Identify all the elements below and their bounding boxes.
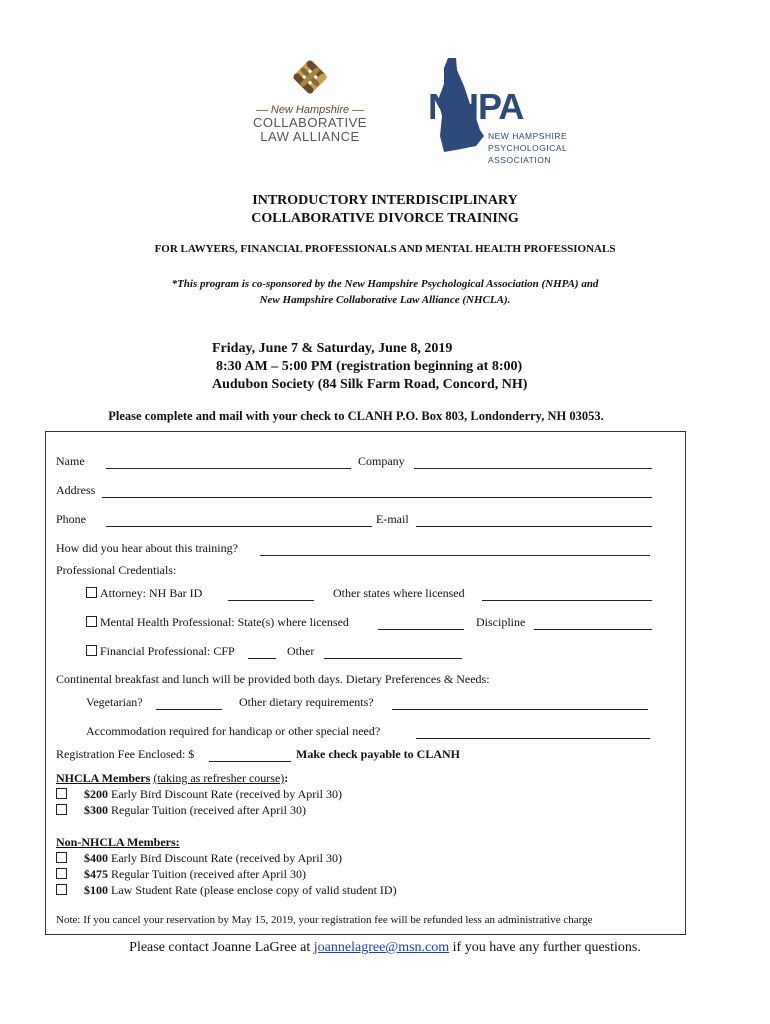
address-field[interactable]	[102, 497, 652, 498]
event-dates: Friday, June 7 & Saturday, June 8, 2019	[212, 341, 453, 356]
nhcla-rate-row: $200 Early Bird Discount Rate (received by April 30)	[56, 787, 342, 802]
payable-note: Make check payable to CLANH	[296, 747, 460, 761]
email-label: E-mail	[376, 512, 409, 526]
nhpa-wordmark: NHPA	[428, 86, 524, 127]
event-location: Audubon Society (84 Silk Farm Road, Concord, NH)	[212, 377, 528, 392]
bar-id-field[interactable]	[228, 600, 314, 601]
credentials-label: Professional Credentials:	[56, 563, 177, 577]
mh-states-field[interactable]	[378, 629, 464, 630]
attorney-checkbox[interactable]	[86, 587, 97, 598]
event-time: 8:30 AM – 5:00 PM (registration beginning at 8:00)	[216, 359, 523, 374]
audience-line: FOR LAWYERS, FINANCIAL PROFESSIONALS AND MENTAL HEALTH PROFESSIONALS	[154, 243, 616, 255]
non-nhcla-rate-row: $475 Regular Tuition (received after April 30)	[56, 867, 306, 882]
fee-label: Registration Fee Enclosed: $	[56, 747, 195, 761]
non-nhcla-rate-row: $400 Early Bird Discount Rate (received by April 30)	[56, 851, 342, 866]
other-states-label: Other states where licensed	[333, 586, 465, 600]
nhpa-logo	[420, 56, 590, 166]
nhcla-regular-checkbox[interactable]	[56, 804, 67, 815]
meals-label: Continental breakfast and lunch will be provided both days. Dietary Preferences & Needs:	[56, 672, 490, 686]
mailing-instructions: Please complete and mail with your check to CLANH P.O. Box 803, Londonderry, NH 03053.	[108, 409, 604, 423]
vegetarian-field[interactable]	[156, 709, 222, 710]
hear-label: How did you hear about this training?	[56, 541, 238, 555]
phone-label: Phone	[56, 512, 86, 526]
non-regular-checkbox[interactable]	[56, 868, 67, 879]
contact-email-link[interactable]: joannelagree@msn.com	[313, 940, 450, 955]
nhcla-early-checkbox[interactable]	[56, 788, 67, 799]
financial-option: Financial Professional: CFP	[86, 644, 235, 659]
registration-form	[45, 431, 686, 935]
nhcla-rate-row: $300 Regular Tuition (received after April 30)	[56, 803, 306, 818]
other-label: Other	[287, 644, 315, 658]
financial-checkbox[interactable]	[86, 645, 97, 656]
other-states-field[interactable]	[482, 600, 652, 601]
accommodation-label: Accommodation required for handicap or other special need?	[86, 724, 381, 738]
nhcla-heading: NHCLA Members (taking as refresher course):	[56, 771, 289, 785]
discipline-label: Discipline	[476, 615, 526, 629]
cfp-field[interactable]	[248, 658, 276, 659]
phone-field[interactable]	[106, 526, 372, 527]
mental-health-checkbox[interactable]	[86, 616, 97, 627]
other-dietary-label: Other dietary requirements?	[239, 695, 374, 709]
other-dietary-field[interactable]	[392, 709, 648, 710]
non-nhcla-heading: Non-NHCLA Members:	[56, 835, 180, 849]
vegetarian-label: Vegetarian?	[86, 695, 143, 709]
nhcla-logo-line3: LAW ALLIANCE	[260, 129, 360, 144]
name-label: Name	[56, 454, 85, 468]
student-checkbox[interactable]	[56, 884, 67, 895]
email-field[interactable]	[416, 526, 652, 527]
nhcla-logo-line2: COLLABORATIVE	[253, 115, 367, 130]
non-early-checkbox[interactable]	[56, 852, 67, 863]
nhpa-subtitle: NEW HAMPSHIRE PSYCHOLOGICAL ASSOCIATION	[488, 131, 568, 165]
mental-health-option: Mental Health Professional: State(s) where licensed	[86, 615, 349, 630]
other-field[interactable]	[324, 658, 462, 659]
address-label: Address	[56, 483, 96, 497]
cancellation-note: Note: If you cancel your reservation by May 15, 2019, your registration fee will be refunded less an administrative charge	[56, 914, 593, 926]
accommodation-field[interactable]	[416, 738, 650, 739]
contact-line: Please contact Joanne LaGree at joannelagree@msn.com if you have any further questions.	[129, 940, 641, 955]
fee-field[interactable]	[209, 761, 291, 762]
discipline-field[interactable]	[534, 629, 652, 630]
hear-field[interactable]	[260, 555, 650, 556]
company-field[interactable]	[414, 468, 652, 469]
nhcla-knot-icon	[285, 52, 335, 102]
company-label: Company	[358, 454, 405, 468]
non-nhcla-rate-row: $100 Law Student Rate (please enclose copy of valid student ID)	[56, 883, 397, 898]
cosponsor-note: *This program is co-sponsored by the New Hampshire Psychological Association (NHPA) and New Hampshire Collaborative Law Alliance (NHCLA).	[171, 278, 599, 306]
nhcla-logo-line1: New Hampshire	[244, 104, 376, 116]
logo-area	[0, 52, 770, 172]
event-info	[212, 340, 527, 394]
name-field[interactable]	[106, 468, 351, 469]
document-title: INTRODUCTORY INTERDISCIPLINARY COLLABORATIVE DIVORCE TRAINING	[251, 193, 519, 226]
attorney-option: Attorney: NH Bar ID	[86, 586, 202, 601]
nhcla-logo	[244, 52, 376, 152]
